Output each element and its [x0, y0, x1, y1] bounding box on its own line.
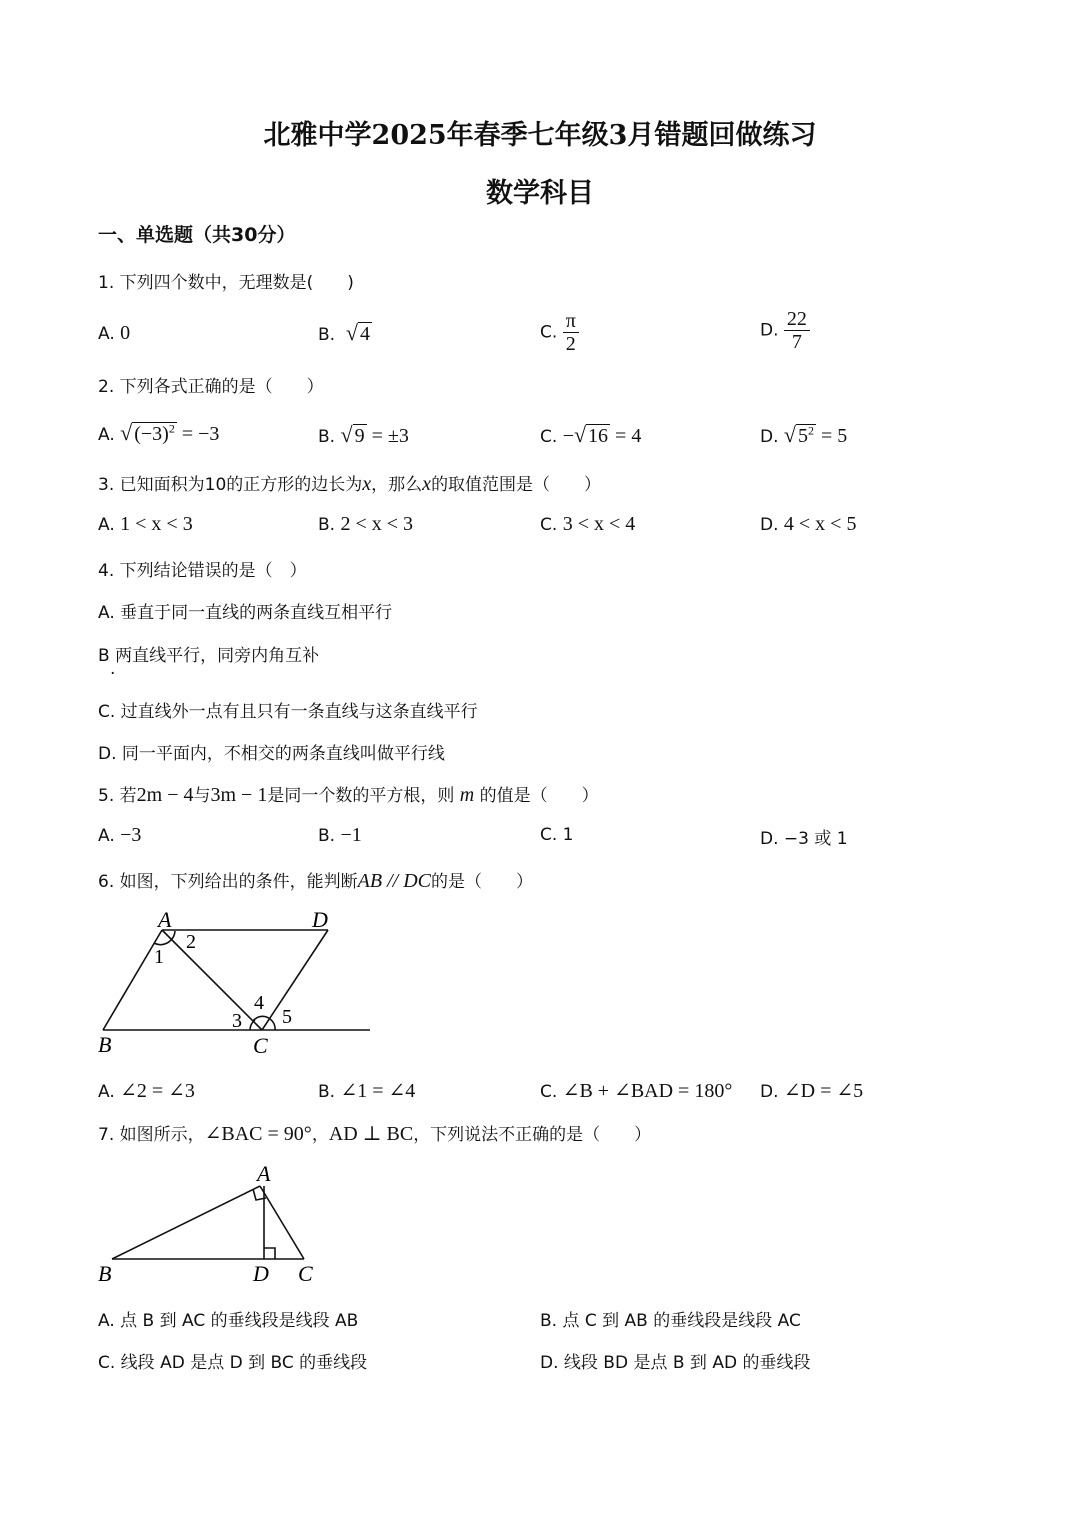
- q2-option-a: A. √ $(-3)^2 = -3$: [98, 420, 220, 445]
- point-a-label: A: [257, 1161, 271, 1186]
- section-heading: 一、单选题（共30分）: [98, 224, 296, 246]
- question-3-stem: 3. 已知面积为10的正方形的边长为x，那么x的取值范围是（ ）: [98, 473, 602, 495]
- angle-1-label: 1: [154, 946, 164, 968]
- q7-figure-lines: [112, 1186, 304, 1259]
- q6-option-b: B. ∠1 = ∠4: [318, 1080, 416, 1102]
- q7-option-d: D. 线段 BD 是点 B 到 AD 的垂线段: [540, 1353, 811, 1373]
- q7-option-b: B. 点 C 到 AB 的垂线段是线段 AC: [540, 1311, 801, 1331]
- q1-option-b: B. √ 4: [318, 320, 370, 345]
- question-5-stem: 5. 若2m − 4与3m − 1是同一个数的平方根，则 m 的值是（ ）: [98, 784, 599, 806]
- right-angle-marker-d: [264, 1248, 275, 1259]
- angle-4-label: 4: [254, 992, 264, 1014]
- q3-option-b: B. 2 < x < 3: [318, 513, 414, 535]
- point-b-label: B: [98, 1032, 112, 1057]
- q3-option-a: A. 1 < x < 3: [98, 513, 193, 535]
- point-b-label: B: [98, 1261, 112, 1286]
- q4-option-b: B 两直线平行，同旁内角互补: [98, 646, 320, 666]
- point-a-label: A: [158, 907, 172, 932]
- q1-option-a: A. 0: [98, 322, 131, 344]
- point-d-label: D: [253, 1261, 269, 1286]
- q4-option-d: D. 同一平面内，不相交的两条直线叫做平行线: [98, 744, 445, 764]
- question-4-stem: 4. 下列结论错误的是（ ）: [98, 561, 307, 581]
- q3-option-c: C. 3 < x < 4: [540, 513, 636, 535]
- page-subtitle: 数学科目: [486, 178, 594, 209]
- q7-option-a: A. 点 B 到 AC 的垂线段是线段 AB: [98, 1311, 359, 1331]
- angle-5-arc: [270, 1019, 275, 1030]
- segment-ab: [103, 930, 162, 1030]
- angle-3-arc: [250, 1020, 255, 1030]
- q7-figure: [90, 1158, 340, 1288]
- q5-option-b: B. −1: [318, 824, 362, 846]
- angle-5-label: 5: [282, 1006, 292, 1028]
- q6-option-d: D. ∠D = ∠5: [760, 1080, 864, 1102]
- point-c-label: C: [253, 1033, 268, 1058]
- page-title: 北雅中学2025年春季七年级3月错题回做练习: [263, 120, 817, 151]
- stray-dot: ·: [110, 664, 116, 684]
- q4-option-c: C. 过直线外一点有且只有一条直线与这条直线平行: [98, 702, 478, 722]
- q5-option-d: D. −3 或 1: [760, 829, 848, 849]
- question-6-stem: 6. 如图，下列给出的条件，能判断AB // DC的是（ ）: [98, 870, 533, 892]
- q6-option-c: C. ∠B + ∠BAD = 180°: [540, 1080, 733, 1102]
- segment-ac: [162, 930, 262, 1030]
- q5-option-a: A. −3: [98, 824, 142, 846]
- angle-2-arc: [170, 931, 175, 941]
- question-1-stem: 1. 下列四个数中，无理数是( ): [98, 273, 354, 293]
- angle-3-label: 3: [232, 1010, 242, 1032]
- q3-option-d: D. 4 < x < 5: [760, 513, 857, 535]
- q2-option-c: C. −√ 16 = 4: [540, 422, 642, 447]
- q6-option-a: A. ∠2 = ∠3: [98, 1080, 195, 1102]
- question-2-stem: 2. 下列各式正确的是（ ）: [98, 377, 324, 397]
- q2-option-b: B. √ 9 = ±3: [318, 422, 409, 447]
- q5-option-c: C. 1: [540, 825, 574, 845]
- segment-ab: [112, 1186, 260, 1259]
- q2-option-d: D. √ $5^2 = 5$: [760, 422, 848, 447]
- point-c-label: C: [298, 1261, 313, 1286]
- q6-figure: [90, 905, 380, 1060]
- q4-option-a: A. 垂直于同一直线的两条直线互相平行: [98, 603, 393, 623]
- segment-dc: [262, 930, 328, 1030]
- q7-option-c: C. 线段 AD 是点 D 到 BC 的垂线段: [98, 1353, 368, 1373]
- angle-2-label: 2: [186, 931, 196, 953]
- point-d-label: D: [312, 907, 328, 932]
- angle-1-arc: [154, 941, 170, 945]
- question-7-stem: 7. 如图所示，∠BAC = 90°，AD ⊥ BC，下列说法不正确的是（ ）: [98, 1123, 652, 1145]
- q1-option-d: D. $\frac{22}{7}$: [760, 308, 810, 353]
- q1-option-c: C. $\frac{\pi}{2}$: [540, 310, 579, 355]
